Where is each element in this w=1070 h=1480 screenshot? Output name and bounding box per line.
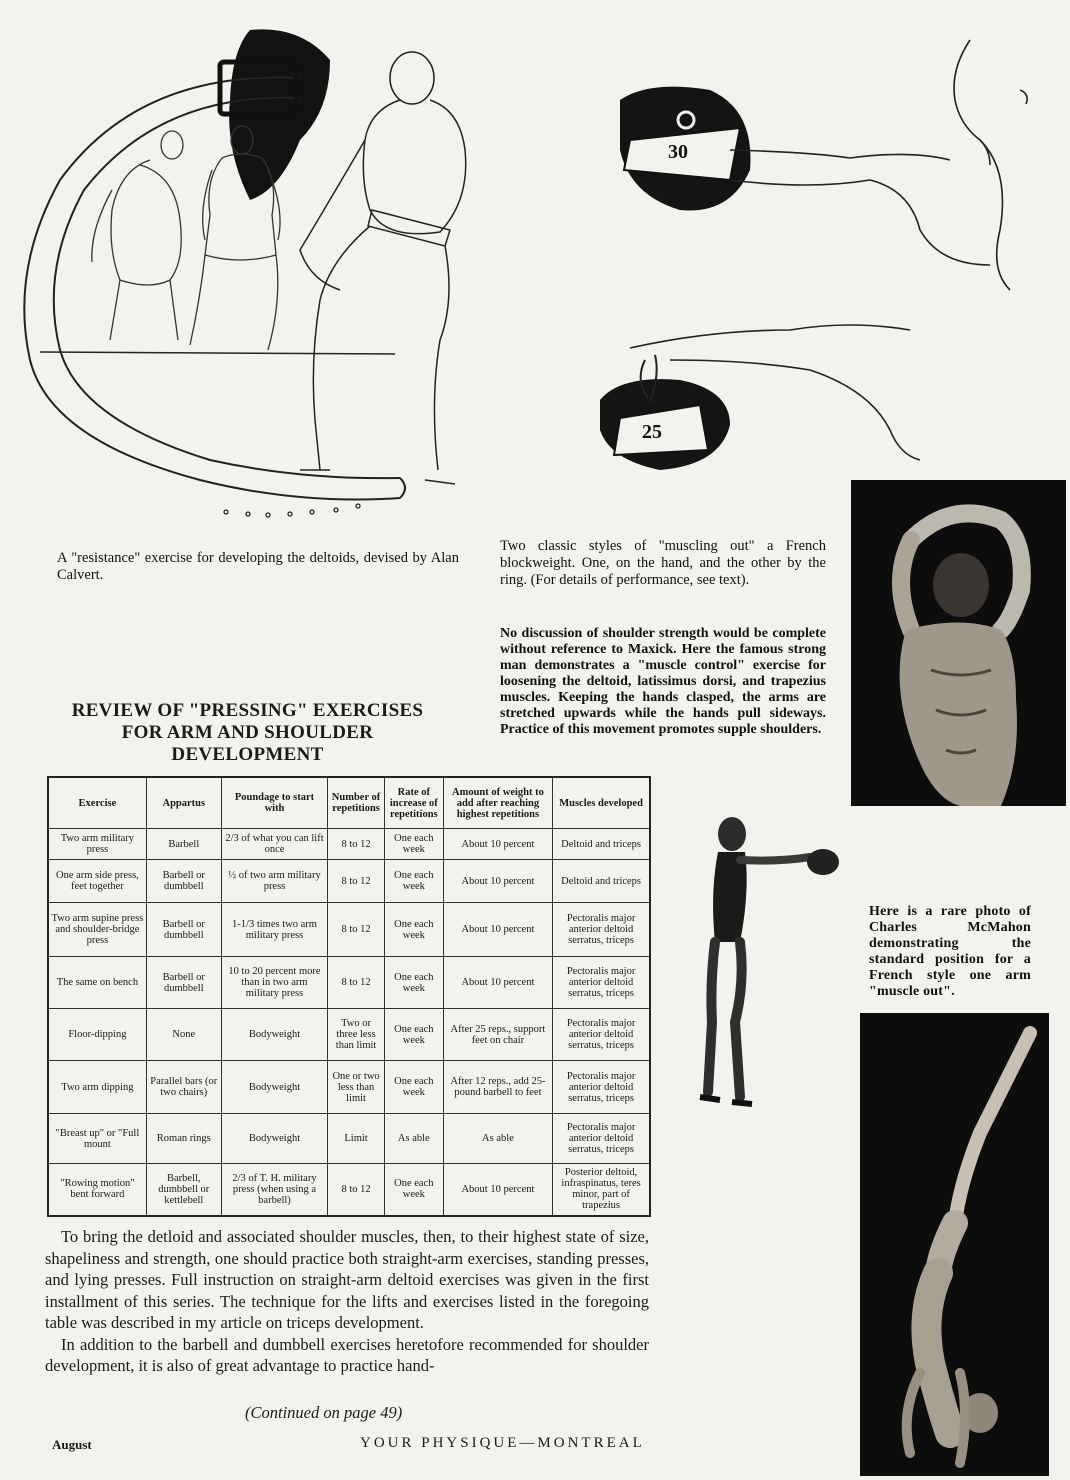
table-cell: 8 to 12 (328, 957, 385, 1009)
mcmahon-figure (690, 812, 840, 1112)
review-table (47, 776, 651, 1217)
table-cell: Bodyweight (221, 1009, 327, 1061)
handstand-photo (860, 1013, 1049, 1476)
blockweight-illustration (590, 30, 1070, 480)
table-cell: Two arm dipping (48, 1061, 146, 1114)
header-rate: Rate of increase of repetitions (384, 777, 443, 829)
resistance-illustration (0, 0, 470, 530)
table-cell: 2/3 of T. H. military press (when using a barbell) (221, 1164, 327, 1216)
table-cell: One each week (384, 957, 443, 1009)
table-cell: ½ of two arm military press (221, 860, 327, 903)
article-body (45, 1226, 649, 1377)
table-cell: "Breast up" or "Full mount (48, 1114, 146, 1164)
table-cell: "Rowing motion" bent forward (48, 1164, 146, 1216)
table-row (48, 1061, 650, 1114)
table-cell: Barbell (146, 829, 221, 860)
review-table-wrapper (47, 776, 651, 1217)
mcmahon-photo (690, 812, 840, 1112)
table-row (48, 903, 650, 957)
table-cell: Posterior deltoid, infraspinatus, teres minor, part of trapezius (553, 1164, 650, 1216)
blockweight-caption: Two classic styles of "muscling out" a French blockweight. One, on the hand, and the other by the ring. (For details of performance, see text). (500, 538, 826, 588)
table-cell: Pectoralis major anterior deltoid serratus, triceps (553, 957, 650, 1009)
table-cell: Barbell or dumbbell (146, 860, 221, 903)
table-cell: Limit (328, 1114, 385, 1164)
table-cell: The same on bench (48, 957, 146, 1009)
table-cell: One or two less than limit (328, 1061, 385, 1114)
table-cell: Barbell or dumbbell (146, 903, 221, 957)
table-cell: Two arm military press (48, 829, 146, 860)
table-row (48, 1164, 650, 1216)
table-cell: 2/3 of what you can lift once (221, 829, 327, 860)
article-paragraph: In addition to the barbell and dumbbell exercises heretofore recommended for shoulder development, it is also of great advantage to practice hand- (45, 1334, 649, 1375)
review-title: REVIEW OF "PRESSING" EXERCISES FOR ARM AND SHOULDER DEVELOPMENT (71, 700, 424, 765)
table-cell: Parallel bars (or two chairs) (146, 1061, 221, 1114)
footer-month: August (52, 1437, 92, 1452)
table-cell: About 10 percent (443, 829, 552, 860)
table-cell: One each week (384, 1164, 443, 1216)
table-row (48, 860, 650, 903)
table-cell: 8 to 12 (328, 903, 385, 957)
article-paragraph: To bring the detloid and associated shoulder muscles, then, to their highest state of size, shapeliness and strength, one should practice both straight-arm exercises, standing presses, and lying presses. Full instruction on straight-arm deltoid exercises was given in the first installment of this series. The technique for the lifts and exercises listed in the foregoing table was described in my article on triceps development. (45, 1227, 649, 1332)
table-cell: After 25 reps., support feet on chair (443, 1009, 552, 1061)
table-cell: Pectoralis major anterior deltoid serratus, triceps (553, 1009, 650, 1061)
header-poundage: Poundage to start with (221, 777, 327, 829)
header-exercise: Exercise (48, 777, 146, 829)
table-cell: About 10 percent (443, 860, 552, 903)
resistance-drawing (0, 0, 470, 530)
header-amount: Amount of weight to add after reaching highest repetitions (443, 777, 552, 829)
table-cell: Floor-dipping (48, 1009, 146, 1061)
table-cell: 1-1/3 times two arm military press (221, 903, 327, 957)
table-cell: Pectoralis major anterior deltoid serratus, triceps (553, 1061, 650, 1114)
table-cell: Two or three less than limit (328, 1009, 385, 1061)
table-row (48, 957, 650, 1009)
table-cell: None (146, 1009, 221, 1061)
header-apparatus: Appartus (146, 777, 221, 829)
table-cell: 8 to 12 (328, 1164, 385, 1216)
table-cell: Bodyweight (221, 1114, 327, 1164)
table-cell: About 10 percent (443, 957, 552, 1009)
table-cell: One arm side press, feet together (48, 860, 146, 903)
table-row (48, 1009, 650, 1061)
table-cell: Barbell or dumbbell (146, 957, 221, 1009)
maxick-figure (851, 480, 1066, 806)
table-header-row (48, 777, 650, 829)
continued-note: (Continued on page 49) (245, 1403, 403, 1422)
table-row (48, 829, 650, 860)
header-repetitions: Number of repetitions (328, 777, 385, 829)
maxick-photo (851, 480, 1066, 806)
mcmahon-caption: Here is a rare photo of Charles McMahon demonstrating the standard position for a French style one arm "muscle out". (869, 904, 1031, 999)
table-cell: One each week (384, 860, 443, 903)
table-cell: One each week (384, 903, 443, 957)
table-cell: After 12 reps., add 25-pound barbell to feet (443, 1061, 552, 1114)
maxick-caption: No discussion of shoulder strength would be complete without reference to Maxick. Here the famous strong man demonstrates a "muscle control" exercise for loosening the deltoid, latissimus dorsi, and trapezius muscles. Keeping the hands clasped, the arms are stretched upwards while the hands pull sideways. Practice of this movement promotes supple shoulders. (500, 626, 826, 737)
footer-magazine: YOUR PHYSIQUE—MONTREAL (360, 1435, 645, 1451)
table-cell: Barbell, dumbbell or kettlebell (146, 1164, 221, 1216)
table-cell: As able (443, 1114, 552, 1164)
table-cell: Bodyweight (221, 1061, 327, 1114)
table-cell: One each week (384, 1009, 443, 1061)
weight-top-label: 30 (668, 141, 688, 163)
table-cell: Deltoid and triceps (553, 860, 650, 903)
table-cell: 10 to 20 percent more than in two arm military press (221, 957, 327, 1009)
table-cell: Roman rings (146, 1114, 221, 1164)
table-row (48, 1114, 650, 1164)
resistance-caption: A "resistance" exercise for developing the deltoids, devised by Alan Calvert. (57, 550, 459, 583)
header-muscles: Muscles developed (553, 777, 650, 829)
review-title-block (55, 700, 440, 766)
table-cell: Deltoid and triceps (553, 829, 650, 860)
table-cell: About 10 percent (443, 1164, 552, 1216)
table-cell: About 10 percent (443, 903, 552, 957)
table-cell: Pectoralis major anterior deltoid serratus, triceps (553, 1114, 650, 1164)
handstand-figure (860, 1013, 1049, 1476)
table-cell: 8 to 12 (328, 829, 385, 860)
table-cell: As able (384, 1114, 443, 1164)
blockweight-drawing (590, 30, 1070, 480)
table-cell: One each week (384, 829, 443, 860)
table-cell: Pectoralis major anterior deltoid serratus, triceps (553, 903, 650, 957)
table-cell: Two arm supine press and shoulder-bridge press (48, 903, 146, 957)
table-cell: 8 to 12 (328, 860, 385, 903)
table-cell: One each week (384, 1061, 443, 1114)
weight-bottom-label: 25 (642, 421, 662, 443)
